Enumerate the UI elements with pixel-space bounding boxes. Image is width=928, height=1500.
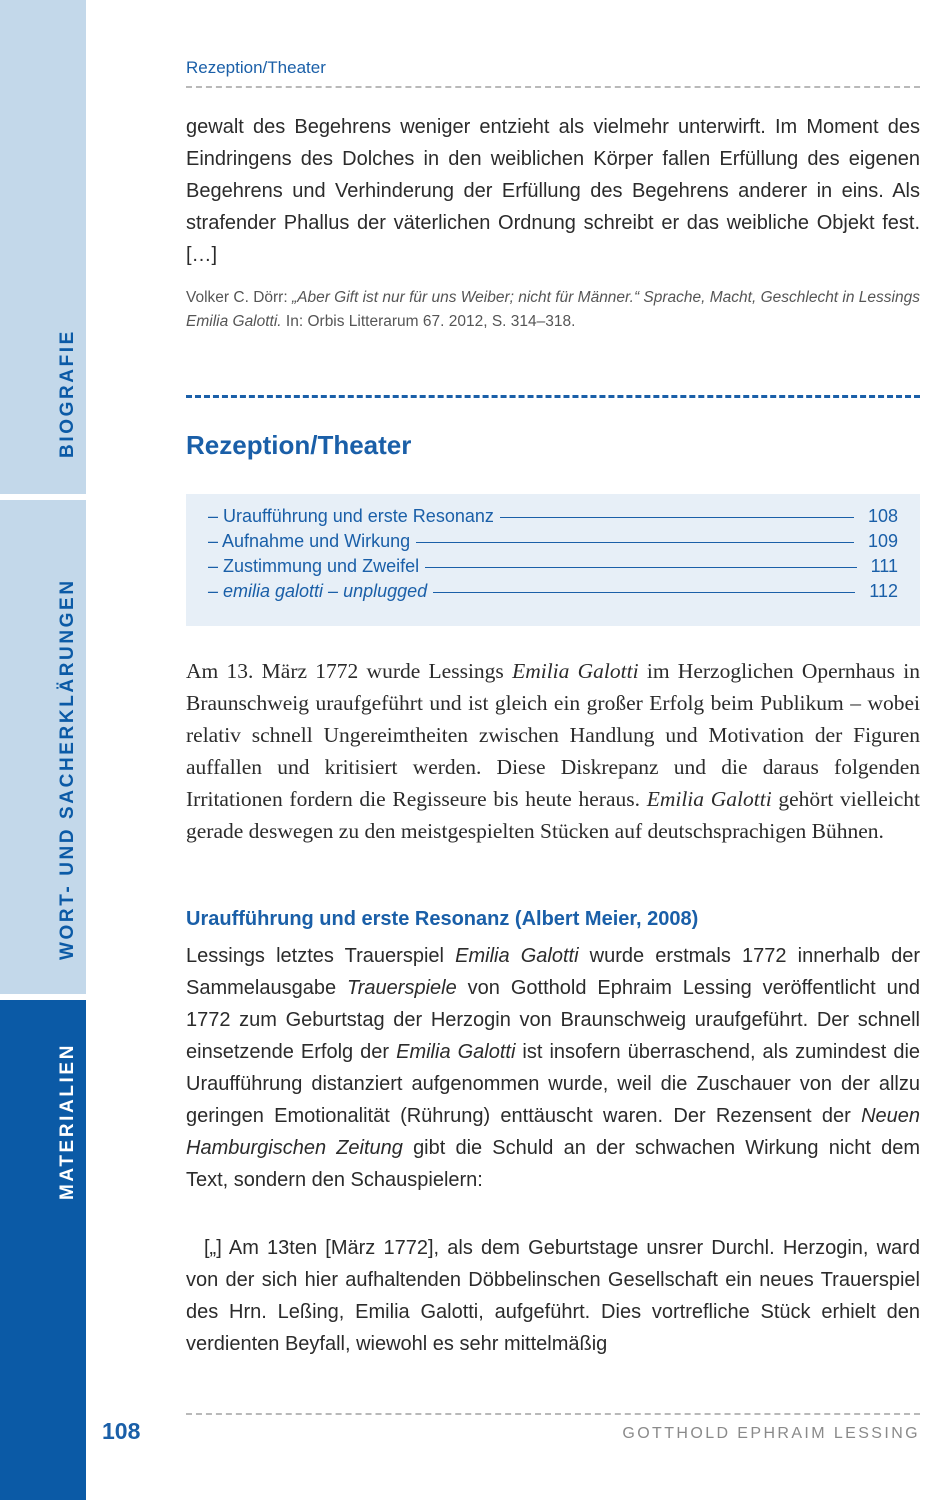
body-text: von Gotthold Ephraim Lessing veröffentlicht und 1772 zum Geburtstag der Herzogin von Braunschweig uraufgeführt. Der schnell einsetzende Erfolg der bbox=[186, 977, 920, 1063]
table-of-contents bbox=[186, 494, 920, 626]
toc-item-page: 109 bbox=[867, 531, 898, 551]
toc-item-label: – Aufnahme und Wirkung bbox=[208, 531, 411, 551]
toc-leader bbox=[500, 517, 854, 518]
sidebar-tab-label-wort-und-sacherklaerungen: WORT- UND SACHERKLÄRUNGEN bbox=[57, 578, 78, 960]
intro-text: Am 13. März 1772 wurde Lessings bbox=[186, 659, 513, 683]
body-paragraph bbox=[186, 940, 920, 1196]
work-title: Emilia Galotti bbox=[396, 1041, 516, 1063]
body-text: Lessings letztes Trauerspiel bbox=[186, 945, 456, 967]
body-text: gibt die Schuld an der schwachen Wirkung nicht dem Text, sondern den Schauspielern: bbox=[186, 1137, 920, 1191]
header-divider bbox=[186, 86, 920, 88]
toc-item-label: – Zustimmung und Zweifel bbox=[208, 556, 420, 576]
section-title: Rezeption/Theater bbox=[186, 430, 412, 460]
citation-title: „Aber Gift ist nur für uns Weiber; nicht für Männer.“ Sprache, Macht, Geschlecht in Lessings Emilia Galotti. bbox=[186, 289, 920, 330]
body-text: wurde erstmals 1772 innerhalb der Sammelausgabe bbox=[186, 945, 920, 999]
intro-text: im Herzoglichen Opernhaus in Braunschweig uraufgeführt und ist gleich ein großer Erfolg beim Publikum – wobei relativ schnell Ungereimtheiten zwischen Handlung und Motivation der Figuren auffallen und kritisiert werden. Diese Diskrepanz und die daraus folgenden Irritationen fordern die Regisseure bis heute heraus. bbox=[186, 659, 920, 811]
footer-divider bbox=[186, 1413, 920, 1415]
intro-text: gehört vielleicht gerade deswegen zu den meistgespielten Stücken auf deutschsprachigen Bühnen. bbox=[186, 787, 921, 843]
toc-item[interactable] bbox=[208, 506, 898, 531]
section-divider bbox=[186, 395, 920, 398]
toc-leader bbox=[416, 542, 854, 543]
quote-paragraph: gewalt des Begehrens weniger entzieht als vielmehr unterwirft. Im Moment des Eindringens des Dolches in den weiblichen Körper fallen Erfüllung des eigenen Begehrens und Verhinderung der Erfüllung des Begehrens anderer in eins. Als strafender Phallus der väterlichen Ordnung schreibt er das weibliche Objekt fest. […] bbox=[186, 116, 920, 266]
toc-item-page: 108 bbox=[867, 506, 898, 526]
toc-item[interactable] bbox=[208, 581, 898, 606]
citation-author: Volker C. Dörr: bbox=[186, 289, 292, 306]
footer-author: GOTTHOLD EPHRAIM LESSING bbox=[622, 1425, 920, 1442]
toc-item[interactable] bbox=[208, 531, 898, 556]
running-head: Rezeption/Theater bbox=[186, 58, 326, 77]
toc-item-page: 111 bbox=[870, 556, 898, 576]
intro-paragraph bbox=[186, 655, 920, 847]
toc-item-label: – emilia galotti – unplugged bbox=[208, 581, 428, 601]
subsection-title: Uraufführung und erste Resonanz (Albert Meier, 2008) bbox=[186, 908, 699, 930]
quote-paragraph-review: [„] Am 13ten [März 1772], als dem Geburtstage unsrer Durchl. Herzogin, ward von der sich hier aufhaltenden Döbbelinschen Gesellschaft ein neues Trauerspiel des Hrn. Leßing, Emilia Galotti, aufgeführt. Dies vortrefliche Stück erhielt den verdienten Beyfall, wiewohl es sehr mittelmäßig bbox=[186, 1237, 920, 1355]
newspaper-title: Neuen Hamburgischen Zeitung bbox=[186, 1105, 920, 1159]
citation bbox=[186, 286, 920, 334]
work-title: Trauerspiele bbox=[347, 977, 457, 999]
toc-item[interactable] bbox=[208, 556, 898, 581]
toc-leader bbox=[425, 567, 857, 568]
work-title: Emilia Galotti bbox=[455, 945, 579, 967]
sidebar-tab-label-materialien: MATERIALIEN bbox=[57, 1042, 78, 1200]
toc-item-page: 112 bbox=[869, 581, 898, 601]
sidebar-tab-label-biografie: BIOGRAFIE bbox=[57, 329, 78, 458]
toc-leader bbox=[433, 592, 855, 593]
toc-item-label: – Uraufführung und erste Resonanz bbox=[208, 506, 494, 526]
intro-work-title: Emilia Galotti bbox=[512, 659, 639, 683]
citation-source: In: Orbis Litterarum 67. 2012, S. 314–318. bbox=[281, 313, 576, 330]
intro-work-title: Emilia Galotti bbox=[646, 787, 772, 811]
body-text: ist insofern überraschend, als zumindest die Uraufführung distanziert aufgenommen wurde, weil die Zuschauer von der allzu geringen Emotionalität (Rührung) enttäuscht waren. Der Rezensent der bbox=[186, 1041, 921, 1127]
page-number: 108 bbox=[102, 1418, 141, 1444]
